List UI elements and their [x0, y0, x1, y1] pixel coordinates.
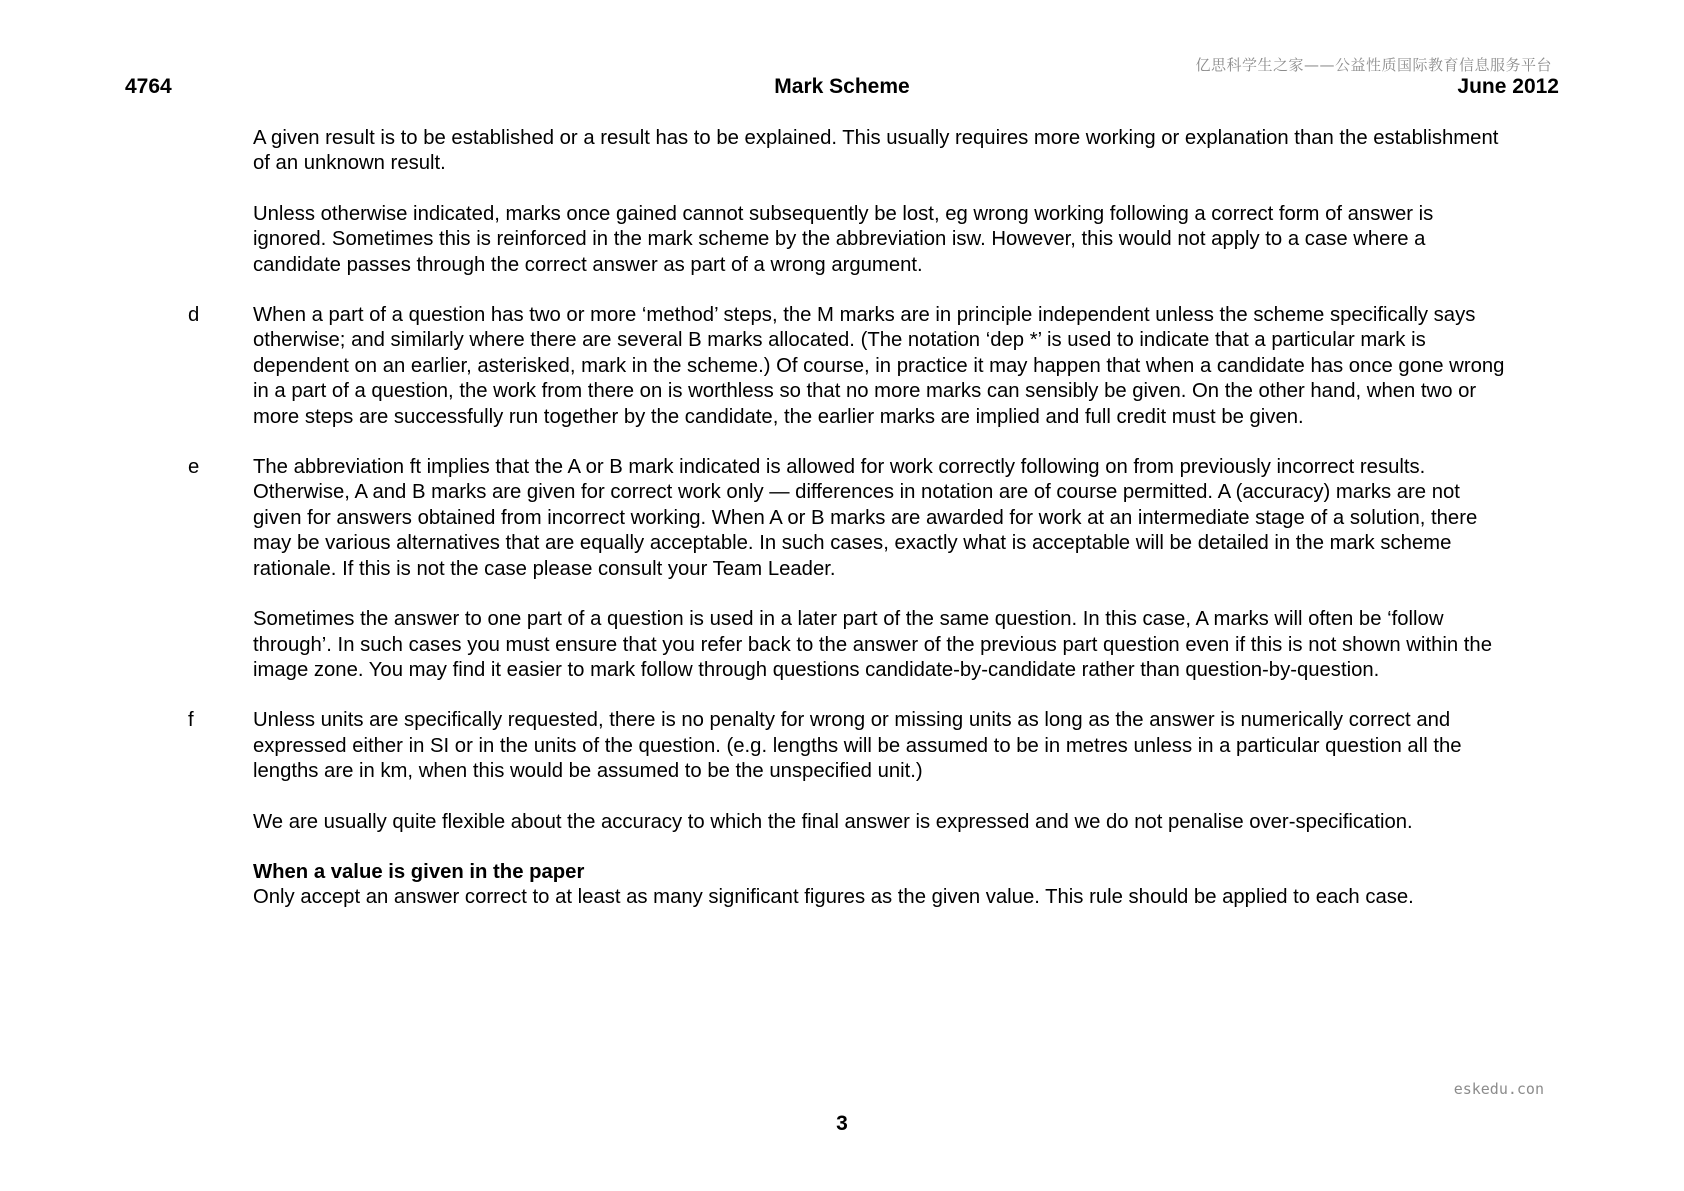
paragraph-text: Only accept an answer correct to at least as many significant figures as the given value. This rule should be applied to each case. — [253, 886, 1414, 909]
item-letter: f — [188, 709, 194, 732]
paragraph-text: Unless otherwise indicated, marks once gained cannot subsequently be lost, eg wrong working following a correct form of answer is ignored. Sometimes this is reinforced in the mark scheme by the abbreviation isw. However, this would not apply to a case where a candidate passes through the correct answer as part of a wrong argument. — [253, 202, 1434, 276]
value-given-section — [188, 860, 1508, 911]
item-letter: e — [188, 456, 200, 479]
paragraph-text: A given result is to be established or a result has to be explained. This usually requires more working or explanation than the establishment of an unknown result. — [253, 127, 1499, 175]
page-title: Mark Scheme — [774, 75, 910, 98]
watermark-bottom: eskedu.con — [1453, 1080, 1544, 1098]
exam-date: June 2012 — [1457, 75, 1559, 98]
paragraph-text: Sometimes the answer to one part of a question is used in a later part of the same question. In this case, A marks will often be ‘follow through’. In such cases you must ensure that you refer back to the answer of the previous part question even if this is not shown within the image zone. You may find it easier to mark follow through questions candidate-by-candidate rather than question-by-question. — [253, 608, 1492, 681]
paper-code: 4764 — [125, 75, 172, 98]
paragraph-text: When a part of a question has two or more ‘method’ steps, the M marks are in principle independent unless the scheme specifically says otherwise; and similarly where there are several B marks allocated. (The notation ‘dep *’ is used to indicate that a particular mark is dependent on an earlier, asterisked, mark in the scheme.) Of course, in practice it may happen that when a candidate has once gone wrong in a part of a question, the work from there on is worthless so that no more marks can sensibly be given. On the other hand, when two or more steps are successfully run together by the candidate, the earlier marks are implied and full credit must be given. — [253, 304, 1505, 428]
paragraph-block — [188, 202, 1508, 278]
paragraph-block — [188, 126, 1508, 177]
paragraph-text: The abbreviation ft implies that the A or B mark indicated is allowed for work correctly following on from previously incorrect results. Otherwise, A and B marks are given for correct work only — differences in notation are of course permitted. A (accuracy) marks are not given for answers obtained from incorrect working. When A or B marks are awarded for work at an intermediate stage of a solution, there may be various alternatives that are equally acceptable. In such cases, exactly what is acceptable will be detailed in the mark scheme rationale. If this is not the case please consult your Team Leader. — [253, 456, 1478, 580]
paragraph-text: We are usually quite flexible about the accuracy to which the final answer is expressed and we do not penalise over-specification. — [253, 810, 1413, 833]
paragraph-block — [188, 810, 1508, 835]
item-letter: d — [188, 304, 200, 327]
watermark-top: 亿思科学生之家——公益性质国际教育信息服务平台 — [1195, 56, 1552, 74]
section-heading: When a value is given in the paper — [253, 860, 585, 883]
paragraph-block-f — [188, 708, 1508, 784]
paragraph-block-d — [188, 303, 1508, 430]
page-number: 3 — [836, 1112, 848, 1135]
paragraph-block-e — [188, 455, 1508, 582]
paragraph-text: Unless units are specifically requested, there is no penalty for wrong or missing units as long as the answer is numerically correct and expressed either in SI or in the units of the question. (e.g. lengths will be assumed to be in metres unless in a particular question all the lengths are in km, when this would be assumed to be the unspecified unit.) — [253, 709, 1462, 783]
paragraph-block — [188, 607, 1508, 683]
main-content — [188, 126, 1508, 936]
